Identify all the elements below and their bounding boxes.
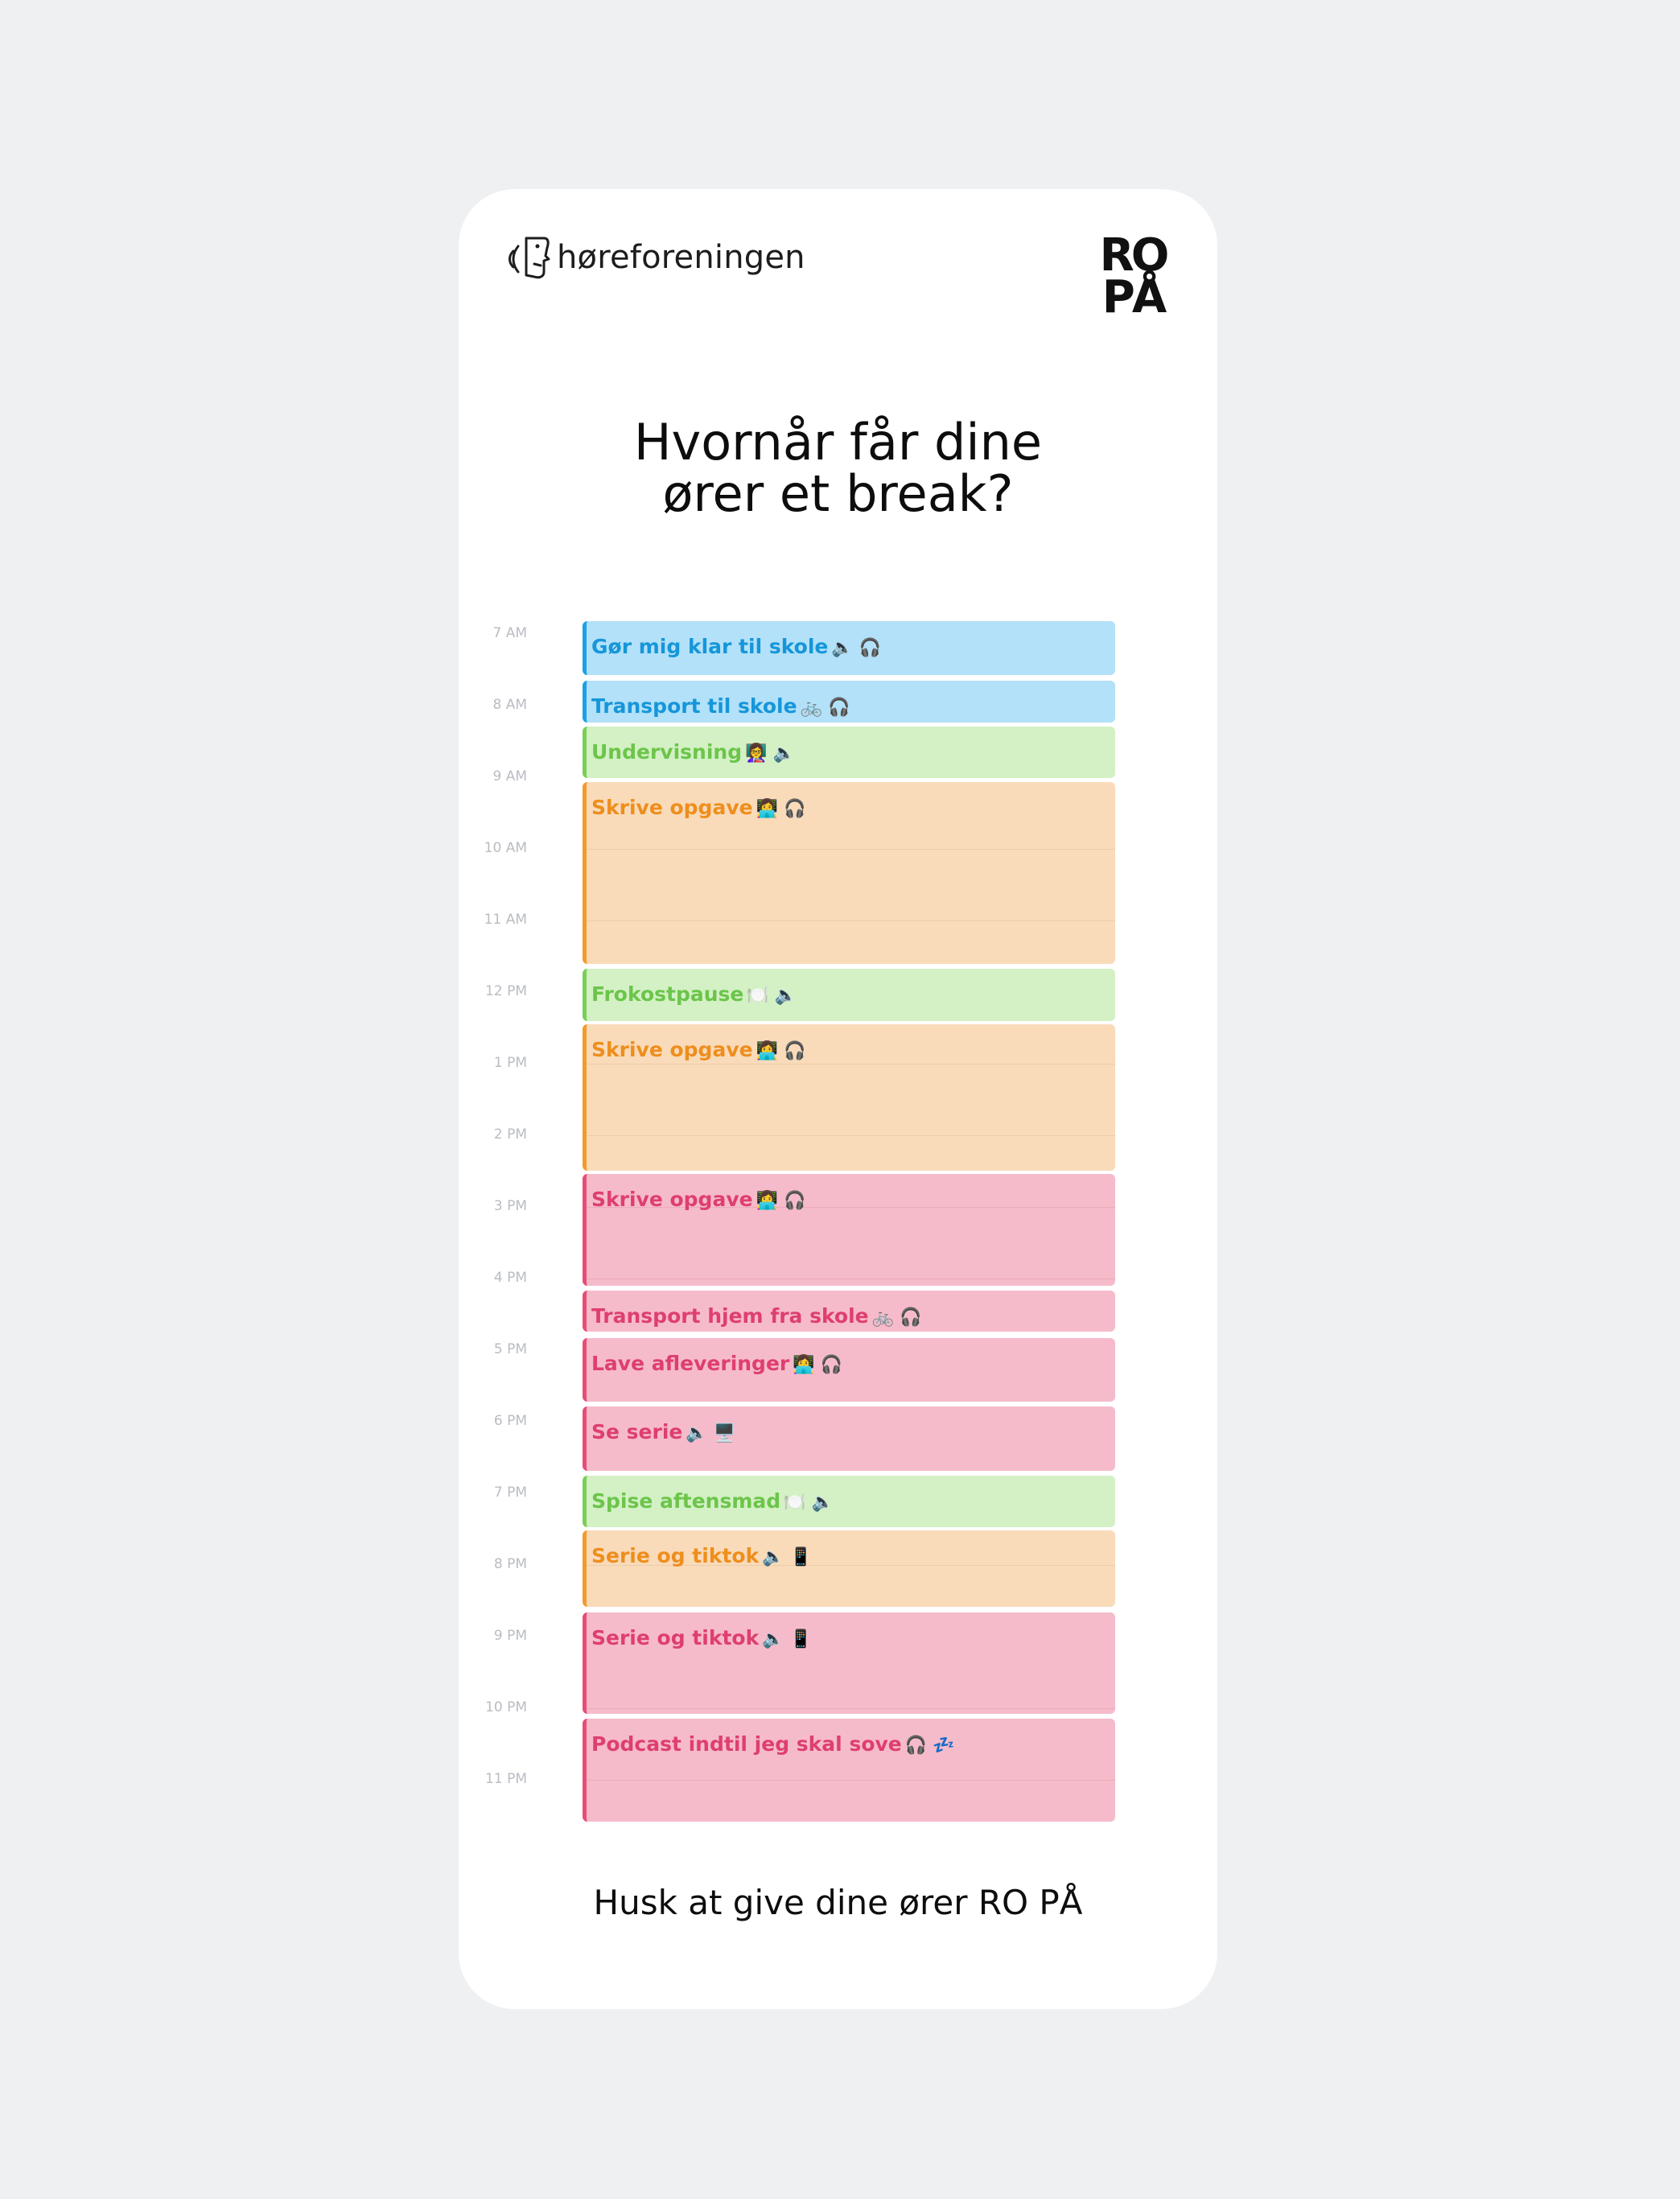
event-emoji-icons: 👩‍💻 🎧 bbox=[756, 799, 806, 819]
event-title: Skrive opgave bbox=[591, 796, 753, 819]
hour-label: 8 PM bbox=[493, 1556, 527, 1572]
calendar-event[interactable] bbox=[583, 969, 1115, 1021]
event-emoji-icons: 👩‍💻 🎧 bbox=[756, 1041, 806, 1061]
footer-tagline: Husk at give dine ører RO PÅ bbox=[593, 1883, 1083, 1922]
hour-grid-line bbox=[587, 1708, 1115, 1709]
event-emoji-icons: 🔈 📱 bbox=[762, 1629, 812, 1649]
hour-label: 3 PM bbox=[493, 1198, 527, 1214]
hour-label: 2 PM bbox=[493, 1126, 527, 1143]
hour-label: 7 PM bbox=[493, 1485, 527, 1501]
hour-label: 10 AM bbox=[484, 840, 527, 856]
event-emoji-icons: 🍽️ 🔈 bbox=[747, 986, 797, 1006]
hour-label: 12 PM bbox=[485, 983, 527, 999]
calendar-event[interactable] bbox=[583, 1406, 1115, 1471]
event-title: Gør mig klar til skole bbox=[591, 635, 829, 658]
calendar-event[interactable] bbox=[583, 727, 1115, 778]
day-schedule bbox=[459, 189, 1217, 2009]
event-label bbox=[591, 694, 850, 718]
calendar-event[interactable] bbox=[583, 1530, 1115, 1607]
calendar-event[interactable] bbox=[583, 1024, 1115, 1171]
event-title: Skrive opgave bbox=[591, 1038, 753, 1061]
event-title: Serie og tiktok bbox=[591, 1626, 760, 1649]
ro-paa-logo-line1: RO bbox=[1099, 229, 1167, 282]
hour-label: 10 PM bbox=[485, 1699, 527, 1715]
calendar-event[interactable] bbox=[583, 782, 1115, 964]
event-label bbox=[591, 1420, 735, 1443]
calendar-event[interactable] bbox=[583, 1338, 1115, 1402]
event-emoji-icons: 🎧 💤 bbox=[904, 1736, 955, 1756]
event-label bbox=[591, 796, 805, 819]
hour-label: 7 AM bbox=[492, 625, 527, 641]
hour-label: 11 PM bbox=[485, 1771, 527, 1787]
event-emoji-icons: 🚲 🎧 bbox=[800, 698, 850, 718]
event-emoji-icons: 👩‍💻 🎧 bbox=[793, 1355, 843, 1375]
hour-label: 6 PM bbox=[493, 1413, 527, 1429]
calendar-event[interactable] bbox=[583, 1719, 1115, 1822]
calendar-event[interactable] bbox=[583, 1476, 1115, 1527]
event-label bbox=[591, 1304, 921, 1328]
event-label bbox=[591, 1188, 805, 1211]
event-title: Lave afleveringer bbox=[591, 1352, 790, 1375]
calendar-event[interactable] bbox=[583, 681, 1115, 723]
hour-grid-line bbox=[587, 1780, 1115, 1781]
hour-label: 8 AM bbox=[492, 697, 527, 713]
event-emoji-icons: 🔈 📱 bbox=[762, 1547, 812, 1567]
brand-name: høreforeningen bbox=[557, 239, 805, 276]
poster-card bbox=[459, 189, 1217, 2009]
event-label bbox=[591, 1352, 842, 1375]
event-title: Undervisning bbox=[591, 740, 743, 764]
event-emoji-icons: 🔈 🖥️ bbox=[686, 1423, 736, 1443]
hour-label: 5 PM bbox=[493, 1341, 527, 1357]
event-emoji-icons: 🍽️ 🔈 bbox=[784, 1493, 834, 1513]
event-label bbox=[591, 1544, 812, 1567]
event-title: Spise aftensmad bbox=[591, 1489, 781, 1513]
event-label bbox=[591, 1626, 812, 1649]
event-title: Se serie bbox=[591, 1420, 683, 1443]
hour-grid-line bbox=[587, 1135, 1115, 1136]
event-emoji-icons: 👩‍🏫 🔈 bbox=[745, 743, 795, 764]
title-line-1: Hvornår får dine bbox=[633, 413, 1043, 472]
event-title: Skrive opgave bbox=[591, 1188, 753, 1211]
hour-label: 4 PM bbox=[493, 1270, 527, 1286]
event-label bbox=[591, 1732, 955, 1756]
event-title: Transport hjem fra skole bbox=[591, 1304, 869, 1328]
calendar-event[interactable] bbox=[583, 621, 1115, 675]
hour-label: 9 PM bbox=[493, 1628, 527, 1644]
event-label bbox=[591, 740, 795, 764]
hour-label: 1 PM bbox=[493, 1055, 527, 1071]
event-title: Podcast indtil jeg skal sove bbox=[591, 1732, 902, 1756]
event-title: Frokostpause bbox=[591, 982, 744, 1006]
event-emoji-icons: 👩‍💻 🎧 bbox=[756, 1191, 806, 1211]
calendar-event[interactable] bbox=[583, 1174, 1115, 1286]
event-label bbox=[591, 982, 797, 1006]
title-line-2: ører et break? bbox=[662, 464, 1014, 523]
hour-label: 9 AM bbox=[492, 768, 527, 784]
hour-grid-line bbox=[587, 920, 1115, 921]
hour-label: 11 AM bbox=[484, 912, 527, 928]
event-title: Serie og tiktok bbox=[591, 1544, 760, 1567]
event-emoji-icons: 🚲 🎧 bbox=[871, 1307, 922, 1328]
calendar-event[interactable] bbox=[583, 1612, 1115, 1714]
ro-paa-logo-line2: PÅ bbox=[1101, 271, 1164, 323]
event-label bbox=[591, 1489, 834, 1513]
hour-grid-line bbox=[587, 849, 1115, 850]
event-emoji-icons: 🔈 🎧 bbox=[831, 638, 882, 658]
event-label bbox=[591, 1038, 805, 1061]
event-label bbox=[591, 635, 881, 658]
calendar-event[interactable] bbox=[583, 1291, 1115, 1332]
event-title: Transport til skole bbox=[591, 694, 797, 718]
